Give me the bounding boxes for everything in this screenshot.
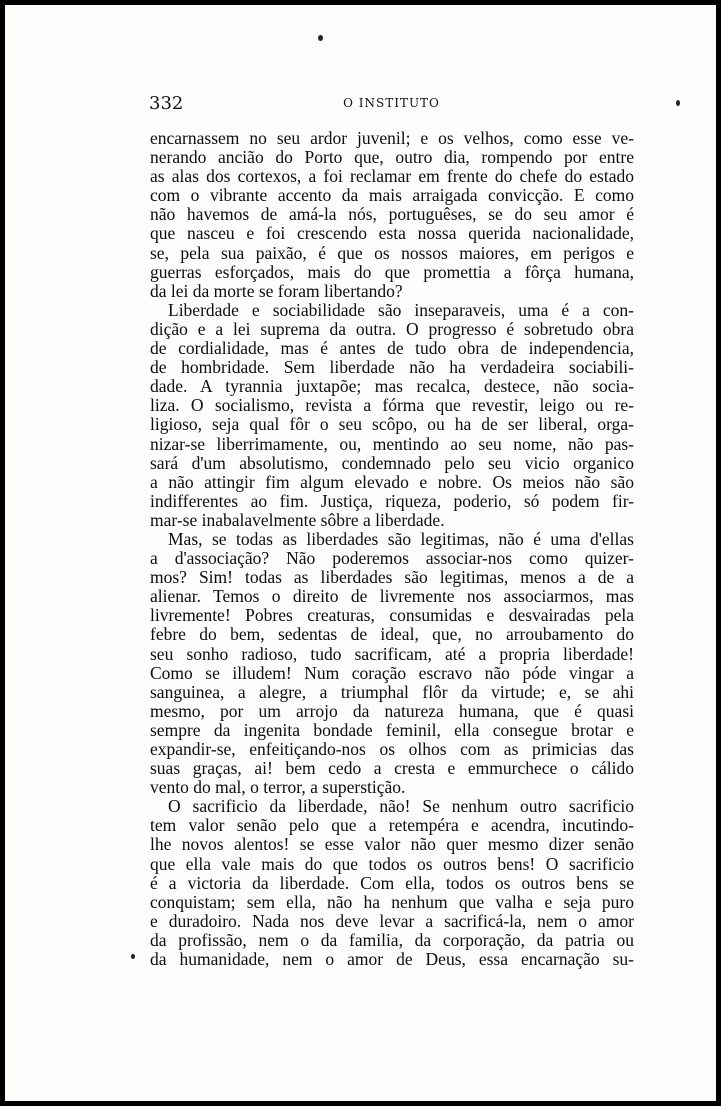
text-line: da humanidade, nem o amor de Deus, essa encarnação su- [150, 949, 634, 970]
running-header [149, 93, 634, 117]
text-line: mos? Sim! todas as liberdades são legitimas, menos a de a [150, 567, 634, 588]
paragraph [150, 797, 634, 969]
ink-speck [131, 954, 135, 959]
page-number: 332 [149, 93, 184, 114]
text-line: febre do bem, sedentas de ideal, que, no arroubamento do [150, 624, 634, 645]
text-line: dição e a lei suprema da outra. O progresso é sobretudo obra [150, 318, 634, 339]
body-text [150, 129, 634, 969]
running-title: O INSTITUTO [343, 96, 440, 110]
book-page [5, 5, 716, 1101]
text-line: Mas, se todas as liberdades são legitimas, não é uma d'ellas [168, 528, 634, 549]
text-line: O sacrificio da liberdade, não! Se nenhum outro sacrificio [168, 796, 634, 817]
text-line: Como se illudem! Num coração escravo não póde vingar a [150, 662, 634, 683]
text-line: liza. O socialismo, revista a fórma que revestir, leigo ou re- [150, 395, 634, 416]
text-line: da profissão, nem o da familia, da corporação, da patria ou [150, 929, 634, 950]
text-line: dade. A tyrannia juxtapõe; mas recalca, destece, não socia- [150, 376, 634, 397]
text-line: mar-se inabalavelmente sôbre a liberdade. [150, 509, 445, 530]
text-line: com o vibrante accento da mais arraigada convicção. E como [150, 185, 634, 206]
ink-speck [318, 35, 323, 41]
text-line: guerras esforçados, mais do que promettia a fôrça humana, [150, 261, 634, 282]
text-line: e duradoiro. Nada nos deve levar a sacrificá-la, nem o amor [150, 910, 634, 931]
text-line: alienar. Temos o direito de livremente nos associarmos, mas [150, 586, 634, 607]
text-line: de hombridade. Sem liberdade não ha verdadeira sociabili- [150, 357, 634, 378]
text-line: sempre da ingenita bondade feminil, ella consegue brotar e [150, 719, 634, 740]
text-line: suas graças, ai! bem cedo a cresta e emmurchece o cálido [150, 758, 634, 779]
text-line: sanguinea, a alegre, a triumphal flôr da virtude; e, se ahi [150, 681, 634, 702]
text-line: que ella vale mais do que todos os outros bens! O sacrificio [150, 853, 634, 874]
text-line: nizar-se liberrimamente, ou, mentindo ao seu nome, não pas- [150, 433, 634, 454]
text-line: de cordialidade, mas é antes de tudo obra de independencia, [150, 338, 634, 359]
text-line: seu sonho radioso, tudo sacrificam, até a propria liberdade! [150, 643, 634, 664]
text-line: nerando ancião do Porto que, outro dia, rompendo por entre [150, 147, 634, 168]
text-line: que nasceu e foi crescendo esta nossa querida nacionalidade, [150, 223, 634, 244]
text-line: expandir-se, enfeitiçando-nos os olhos com as primicias das [150, 739, 634, 759]
text-line: a não attingir fim algum elevado e nobre. Os meios não são [150, 471, 634, 492]
text-line: se, pela sua paixão, é que os nossos maiores, em perigos e [150, 242, 634, 263]
text-line: ligioso, seja qual fôr o seu scôpo, ou ha de ser liberal, orga- [150, 414, 634, 435]
paragraph [150, 530, 634, 797]
text-line: tem valor senão pelo que a retempéra e acendra, incutindo- [150, 815, 634, 836]
ink-speck [676, 100, 680, 106]
text-line: a d'associação? Não poderemos associar-nos como quizer- [150, 548, 634, 569]
text-line: da lei da morte se foram libertando? [150, 280, 403, 301]
text-line: as alas dos cortexos, a foi reclamar em frente do chefe do estado [150, 166, 634, 187]
text-line: conquistam; sem ella, não ha nenhum que valha e seja puro [150, 891, 634, 912]
text-line: encarnassem no seu ardor juvenil; e os velhos, como esse ve- [150, 128, 634, 148]
text-line: mesmo, por um arrojo da natureza humana, que é quasi [150, 700, 634, 721]
text-line: não havemos de amá-la nós, portuguêses, se do seu amor é [150, 204, 634, 225]
text-line: Liberdade e sociabilidade são inseparaveis, uma é a con- [168, 299, 634, 320]
text-line: lhe novos alentos! se esse valor não quer mesmo dizer senão [150, 834, 634, 855]
text-line: indifferentes ao fim. Justiça, riqueza, poderio, só podem fir- [150, 490, 634, 511]
text-line: é a victoria da liberdade. Com ella, todos os outros bens se [150, 872, 634, 893]
text-line: livremente! Pobres creaturas, consumidas e desvairadas pela [150, 605, 634, 626]
text-line: sará d'um absolutismo, condemnado pelo seu vicio organico [150, 452, 634, 473]
text-line: vento do mal, o terror, a superstição. [150, 777, 406, 798]
paragraph [150, 129, 634, 301]
paragraph [150, 301, 634, 530]
